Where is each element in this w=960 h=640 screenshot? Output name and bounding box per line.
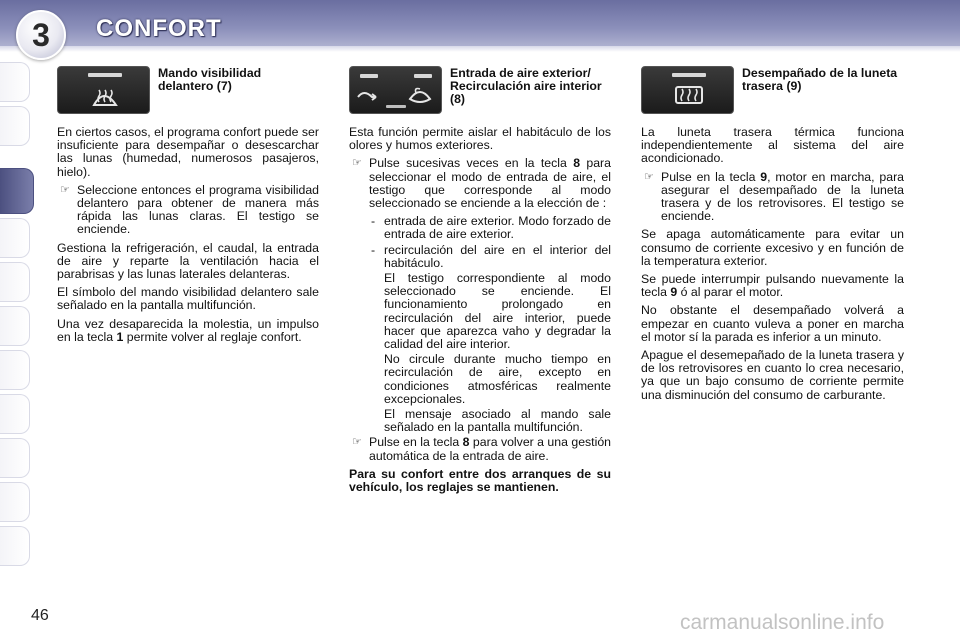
bullet-item — [349, 436, 611, 462]
indented-paragraph: El testigo correspondiente al modo seleccionado se enciende. El funcionamiento prolongado en recirculación del aire interior, puede hacer que aparezca vaho y degradar la calidad del aire interior. — [384, 271, 611, 352]
indented-paragraph: El mensaje asociado al mando sale señalado en la pantalla multifunción. — [384, 407, 611, 435]
side-tab-9[interactable] — [0, 438, 30, 478]
side-tab-11[interactable] — [0, 526, 30, 566]
text-fragment: para seleccionar el modo de entrada de aire, el testigo que corresponde al modo seleccionado se enciende a la elección de : — [369, 156, 611, 211]
bullet-text — [369, 157, 611, 210]
defrost-windshield-icon — [57, 66, 150, 114]
side-tab-10[interactable] — [0, 482, 30, 522]
paragraph: No obstante el desempañado volverá a empezar en cuanto vuleva a poner en marcha el motor sí la parada es inferior a un minuto. — [641, 303, 904, 344]
text-fragment: Se puede interrumpir pulsando nuevamente la tecla — [641, 272, 904, 300]
pointing-hand-icon: ☞ — [644, 170, 654, 183]
dash-marker: - — [371, 242, 376, 257]
text-fragment: Una vez desaparecida la molestia, un impulso en la tecla — [57, 316, 319, 344]
text-fragment: ó al parar el motor. — [677, 285, 784, 300]
bullet-item — [349, 157, 611, 210]
chapter-badge — [16, 10, 66, 60]
chapter-title: CONFORT — [96, 15, 222, 42]
chapter-number: 3 — [32, 16, 50, 53]
bullet-text: Seleccione entonces el programa visibilidad delantero para obtener de manera más rápida las lunas claras. El testigo se enciende. — [77, 182, 319, 237]
side-tab-3-active[interactable] — [0, 168, 34, 214]
bullet-item — [641, 171, 904, 224]
rear-defrost-icon — [641, 66, 734, 114]
paragraph: Apague el desemepañado de la luneta trasera y de los retrovisores en cuanto lo crea necesario, ya que un bajo consumo de corriente permite una disminución del consumo de carburante. — [641, 348, 904, 402]
key-number: 8 — [462, 435, 470, 450]
header-divider — [0, 46, 960, 52]
side-tab-5[interactable] — [0, 262, 30, 302]
key-number: 1 — [116, 329, 124, 344]
side-tab-1[interactable] — [0, 62, 30, 102]
text-fragment: Pulse sucesivas veces en la tecla — [369, 156, 574, 171]
side-tab-4[interactable] — [0, 218, 30, 258]
paragraph — [641, 273, 904, 299]
pointing-hand-icon: ☞ — [352, 157, 362, 170]
section-body — [349, 126, 611, 499]
dash-item — [369, 244, 611, 270]
air-recirculation-icon — [349, 66, 442, 114]
side-tab-7[interactable] — [0, 350, 30, 390]
bold-note: Para su confort entre dos arranques de su vehículo, los reglajes se mantienen. — [349, 466, 611, 495]
paragraph: La luneta trasera térmica funciona independientemente al sistema del aire acondicionado. — [641, 125, 904, 166]
section-title: Mando visibilidad delantero (7) — [158, 66, 262, 93]
pointing-hand-icon: ☞ — [352, 436, 362, 449]
bullet-item — [57, 184, 319, 237]
key-number: 9 — [670, 285, 678, 300]
section-title: Desempañado de la luneta trasera (9) — [742, 66, 898, 93]
side-tab-2[interactable] — [0, 106, 30, 146]
key-number: 9 — [760, 169, 768, 184]
paragraph: Gestiona la refrigeración, el caudal, la entrada de aire y reparte la ventilación hacia el parabrisas y las lunas laterales delanteras. — [57, 240, 319, 282]
indented-paragraph: No circule durante mucho tiempo en recirculación de aire, excepto en condiciones atmosféricas realmente excepcionales. — [384, 352, 611, 406]
section-title: Entrada de aire exterior/ Recirculación aire interior (8) — [450, 66, 602, 106]
paragraph: En ciertos casos, el programa confort puede ser insuficiente para desempañar o desescarchar las lunas (humedad, numerosos pasajeros, hielo). — [57, 125, 319, 179]
text-fragment: Pulse en la tecla — [369, 435, 463, 450]
text-fragment: para volver a una gestión automática de la entrada de aire. — [369, 435, 612, 463]
text-fragment: , motor en marcha, para asegurar el desempañado de la luneta trasera y de los retrovisores. El testigo se enciende. — [661, 169, 904, 224]
section-body — [57, 126, 319, 349]
text-fragment: Pulse en la tecla — [661, 169, 761, 184]
chapter-side-tabs — [0, 62, 34, 582]
bullet-text — [661, 171, 904, 224]
bullet-text — [369, 436, 611, 462]
watermark: carmanualsonline.info — [680, 611, 885, 634]
text-fragment: permite volver al reglaje confort. — [123, 329, 302, 344]
dash-text: recirculación del aire en el interior del habitáculo. — [384, 242, 611, 270]
paragraph: Esta función permite aislar el habitáculo de los olores y humos exteriores. — [349, 125, 611, 153]
side-tab-8[interactable] — [0, 394, 30, 434]
dash-marker: - — [371, 214, 376, 229]
paragraph: El símbolo del mando visibilidad delantero sale señalado en la pantalla multifunción. — [57, 285, 319, 313]
paragraph — [57, 318, 319, 344]
side-tab-6[interactable] — [0, 306, 30, 346]
dash-text: entrada de aire exterior. Modo forzado de entrada de aire exterior. — [384, 214, 611, 242]
pointing-hand-icon: ☞ — [60, 183, 70, 196]
paragraph: Se apaga automáticamente para evitar un consumo de corriente excesivo y en función de la temperatura exterior. — [641, 227, 904, 268]
page-number: 46 — [31, 607, 49, 624]
key-number: 8 — [573, 156, 581, 171]
section-body — [641, 126, 904, 407]
dash-item — [369, 215, 611, 241]
